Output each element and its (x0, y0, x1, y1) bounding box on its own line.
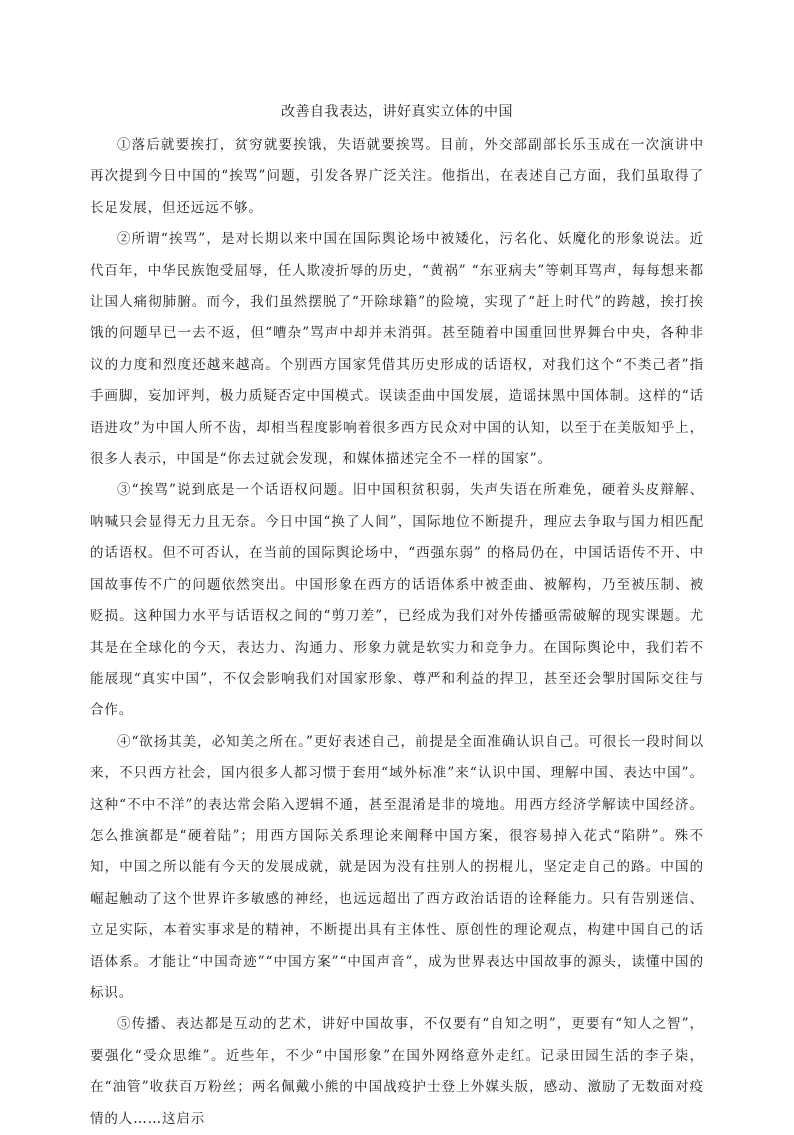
paragraph-3: ③“挨骂”说到底是一个话语权问题。旧中国积贫积弱，失声失语在所难免，硬着头皮辩解、呐喊只会显得无力且无奈。今日中国“换了人间”，国际地位不断提升，理应去争取与国力相匹配的话语权。但不可否认，在当前的国际舆论场中，“西强东弱” 的格局仍在，中国话语传不开、中国故事传不广的问题依然突出。中国形象在西方的话语体系中被歪曲、被解构，乃至被压制、被贬损。这种国力水平与话语权之间的“剪刀差”，已经成为我们对外传播亟需破解的现实课题。尤其是在全球化的今天，表达力、沟通力、形象力就是软实力和竞争力。在国际舆论中，我们若不能展现“真实中国”，不仅会影响我们对国家形象、尊严和利益的捍卫，甚至还会掣肘国际交往与合作。 (90, 482, 704, 719)
paragraph-5: ⑤传播、表达都是互动的艺术，讲好中国故事，不仅要有“自知之明”，更要有“知人之智”，要强化“受众思维”。近些年，不少“中国形象”在国外网络意外走红。记录田园生活的李子柒，在“油管”收获百万粉丝；两名佩戴小熊的中国战疫护士登上外媒头版，感动、激励了无数面对疫情的人……这启示 (90, 1016, 704, 1127)
document-title: 改善自我表达，讲好真实立体的中国 (281, 104, 513, 120)
paragraph-2: ②所谓“挨骂”，是对长期以来中国在国际舆论场中被矮化，污名化、妖魔化的形象说法。近代百年，中华民族饱受屈辱，任人欺凌折辱的历史，“黄祸” “东亚病夫”等刺耳骂声，每每想来都让国人痛彻肺腑。而今，我们虽然摆脱了“开除球籍”的险境，实现了“赶上时代”的跨越，挨打挨饿的问题早已一去不返，但“嘈杂”骂声中却并未消弭。甚至随着中国重回世界舞台中央，各种非议的力度和烈度还越来越高。个别西方国家凭借其历史形成的话语权，对我们这个“不类己者”指手画脚，妄加评判，极力质疑否定中国模式。误读歪曲中国发展，造谣抹黑中国体制。这样的“话语进攻”为中国人所不齿，却相当程度影响着很多西方民众对中国的认知，以至于在美版知乎上，很多人表示，中国是“你去过就会发现，和媒体描述完全不一样的国家”。 (90, 231, 704, 468)
paragraph-1: ①落后就要挨打，贫穷就要挨饿，失语就要挨骂。目前，外交部副部长乐玉成在一次演讲中再次提到今日中国的“挨骂”问题，引发各界广泛关注。他指出，在表述自己方面，我们虽取得了长足发展，但还远远不够。 (90, 137, 704, 216)
paragraph-4: ④“欲扬其美，必知美之所在。”更好表述自己，前提是全面准确认识自己。可很长一段时间以来，不只西方社会，国内很多人都习惯于套用“域外标准”来“认识中国、理解中国、表达中国”。这种“不中不洋”的表达常会陷入逻辑不通，甚至混淆是非的境地。用西方经济学解读中国经济。怎么推演都是“硬着陆”；用西方国际关系理论来阐释中国方案，很容易掉入花式“陷阱”。殊不知，中国之所以能有今天的发展成就，就是因为没有拄别人的拐棍儿，坚定走自己的路。中国的崛起触动了这个世界许多敏感的神经，也远远超出了西方政治话语的诠释能力。只有告别迷信、立足实际，本着实事求是的精神，不断提出具有主体性、原创性的理论观点，构建中国自己的话语体系。才能让“中国奇迹”“中国方案”“中国声音”，成为世界表达中国故事的源头，读懂中国的标识。 (90, 733, 704, 1001)
